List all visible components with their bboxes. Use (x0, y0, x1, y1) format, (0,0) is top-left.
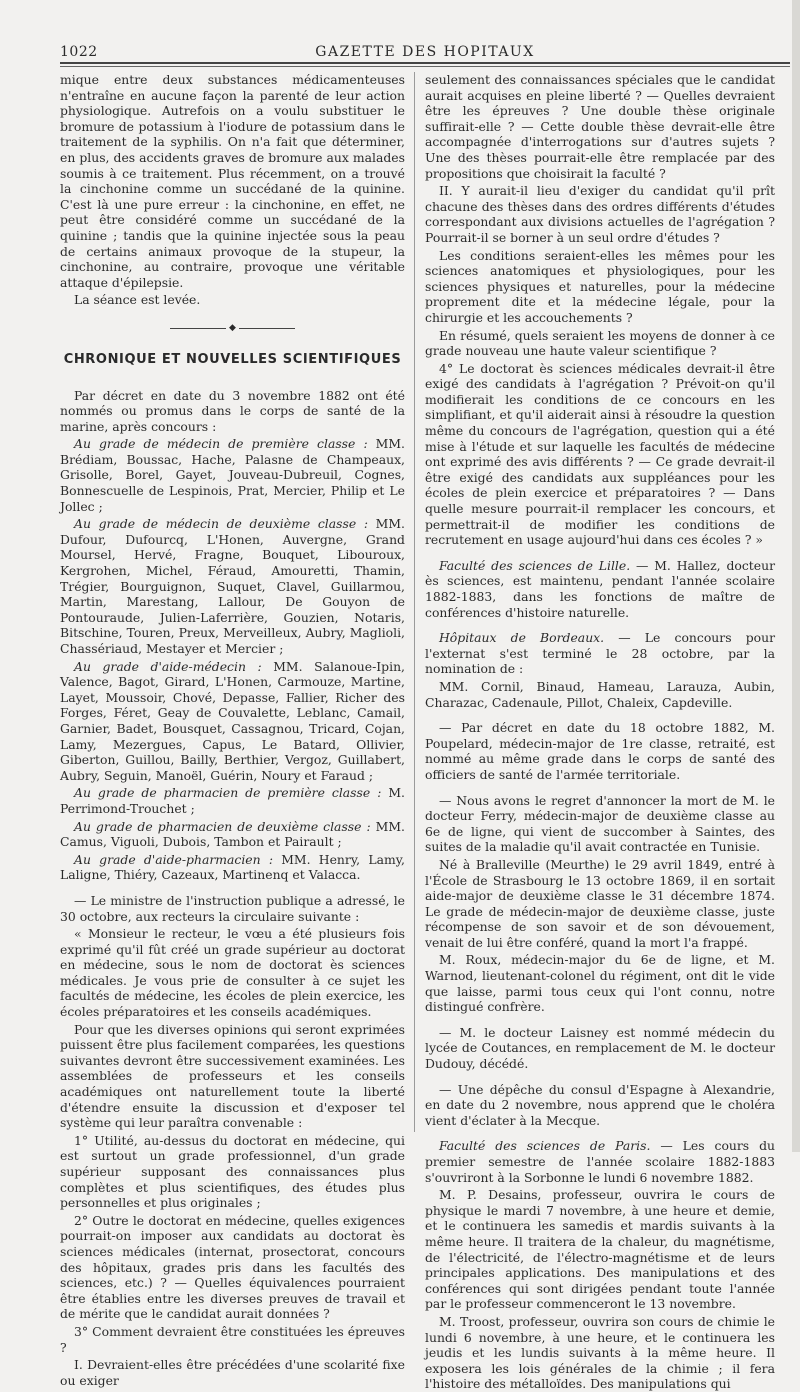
paragraph (60, 785, 405, 816)
paragraph: II. Y aurait-il lieu d'exiger du candidat qu'il prît chacune des thèses dans des ordres différents d'études correspondant aux divisions actuelles de l'agrégation ? Pourrait-il se borner à un seul ordre d'études ? (425, 183, 775, 245)
name-list: MM. Dufour, Dufourcq, L'Honen, Auvergne, Grand Moursel, Hervé, Fragne, Bouquet, Libouroux, Kergrohen, Michel, Féraud, Amouretti, Thamin, Trégier, Bourguignon, Suquet, Clavel, Guillarmou, Martin, Marestang, Lallour, De Gouyon de Pontouraude, Julien-Laferrière, Gouzien, Notaris, Bitschine, Touren, Preux, Merveilleux, Aubry, Maglioli, Chassériaud, Mestayer et Mercier ; (60, 516, 405, 656)
grade-label: Au grade de pharmacien de première classe : (74, 785, 382, 801)
page-edge-shadow (792, 0, 800, 1152)
section-ornament: ◆ (60, 320, 405, 330)
paragraph: M. Troost, professeur, ouvrira son cours de chimie le lundi 6 novembre, à une heure, et le continuera les jeudis et les lundis suivants à la même heure. Il exposera les lois générales de la chimie ; il fera l'histoire des métalloïdes. Des manipulations qui (425, 1313, 775, 1392)
news-heading: Faculté des sciences de Paris. (439, 1138, 651, 1154)
paragraph (60, 819, 405, 850)
paragraph: En résumé, quels seraient les moyens de donner à ce grade nouveau une haute valeur scientifique ? (425, 327, 775, 359)
paragraph: Les conditions seraient-elles les mêmes pour les sciences anatomiques et physiologiques, pour les sciences physiques et naturelles, pour la médecine proprement dite et la médecine légale, pour la chirurgie et les accouchements ? (425, 247, 775, 325)
header-rule-thin (60, 66, 790, 67)
paragraph: Pour que les diverses opinions qui seront exprimées puissent être plus facilement comparées, les questions suivantes devront être successivement examinées. Les assemblées de professeurs et les conseils académiques ont naturellement toute la liberté d'étendre ensuite la discussion et d'exposer tel système qui leur paraîtra convenable : (60, 1021, 405, 1131)
paragraph (60, 436, 405, 514)
paragraph: — Le ministre de l'instruction publique a adressé, le 30 octobre, aux recteurs la circulaire suivante : (60, 892, 405, 924)
grade-label: Au grade de pharmacien de deuxième classe : (74, 818, 371, 834)
paragraph: 2° Outre le doctorat en médecine, quelles exigences pourrait-on imposer aux candidats au doctorat ès sciences médicales (internat, prosectorat, concours des hôpitaux, grades pris dans les facultés des sciences, etc.) ? — Quelles équivalences pourraient être établies entre les diverses preuves de travail et de mérite que le candidat aurait données ? (60, 1212, 405, 1322)
paragraph: M. P. Desains, professeur, ouvrira le cours de physique le mardi 7 novembre, à une heure et demie, et le continuera les samedis et mardis suivants à la même heure. Il traitera de la chaleur, du magnétisme, de l'électricité, de l'électro-magnétisme et de leurs principales applications. Des manipulations et des conférences qui sont dirigées pendant toute l'année par le professeur commenceront le 13 novembre. (425, 1187, 775, 1312)
paragraph: mique entre deux substances médicamenteuses n'entraîne en aucune façon la parenté de leur action physiologique. Autrefois on a voulu substituer le bromure de potassium à l'iodure de potassium dans le traitement de la syphilis. On n'a fait que déterminer, en plus, des accidents graves de bromure aux malades soumis à ce traitement. Plus récemment, on a trouvé la cinchonine comme un succédané de la quinine. C'est là une pure erreur : la cinchonine, en effet, ne peut être considéré comme un succédané de la quinine ; tandis que la quinine injectée sous la peau de certains animaux provoque de la stupeur, la cinchonine, au contraire, provoque une véritable attaque d'épilepsie. (60, 72, 405, 290)
paragraph: I. Devraient-elles être précédées d'une scolarité fixe ou exiger (60, 1357, 405, 1388)
grade-label: Au grade de médecin de deuxième classe : (74, 516, 369, 532)
paragraph: Faculté des sciences de Lille. — M. Hallez, docteur ès sciences, est maintenu, pendant l'année scolaire 1882-1883, dans les fonctions de maître de conférences d'histoire naturelle. (425, 557, 775, 620)
paragraph (60, 659, 405, 784)
name-list: MM. Henry, Lamy, Laligne, Thiéry, Cazeaux, Martinenq et Valacca. (60, 851, 406, 883)
paragraph: La séance est levée. (74, 292, 201, 308)
journal-title: GAZETTE DES HOPITAUX (315, 44, 535, 60)
name-list: MM. Camus, Viguoli, Dubois, Tambon et Pairault ; (60, 818, 405, 850)
paragraph: M. Roux, médecin-major du 6e de ligne, et M. Warnod, lieutenant-colonel du régiment, ont dit le vide que laisse, parmi tous ceux qui l'ont connu, notre distingué confrère. (425, 952, 775, 1015)
name-list: M. Perrimond-Trouchet ; (60, 785, 405, 816)
paragraph: Par décret en date du 3 novembre 1882 ont été nommés ou promus dans le corps de santé de la marine, après concours : (60, 387, 405, 434)
paragraph: MM. Cornil, Binaud, Hameau, Larauza, Aubin, Charazac, Cadenaule, Pillot, Chaleix, Capdeville. (425, 678, 775, 710)
section-title: CHRONIQUE ET NOUVELLES SCIENTIFIQUES (63, 351, 402, 367)
header-rule-thick (60, 62, 790, 64)
news-heading: Hôpitaux de Bordeaux. (439, 630, 605, 646)
grade-label: Au grade d'aide-pharmacien : (74, 851, 274, 867)
paragraph (60, 516, 405, 656)
paragraph: — Nous avons le regret d'annoncer la mort de M. le docteur Ferry, médecin-major de deuxième classe au 6e de ligne, qui vient de succomber à Saintes, des suites de la maladie qu'il avait contractée en Tunisie. (425, 792, 775, 855)
paragraph: — Par décret en date du 18 octobre 1882, M. Poupelard, médecin-major de 1re classe, retraité, est nommé au même grade dans le corps de santé des officiers de santé de l'armée territoriale. (425, 720, 775, 782)
paragraph: 1° Utilité, au-dessus du doctorat en médecine, qui est surtout un grade professionnel, d'un grade supérieur supposant des connaissances plus complètes et plus scientifiques, des études plus personnelles et plus originales ; (60, 1132, 405, 1211)
paragraph: « Monsieur le recteur, le vœu a été plusieurs fois exprimé qu'il fût créé un grade supérieur au doctorat en médecine, sous le nom de doctorat ès sciences médicales. Je vous prie de consulter à ce sujet les facultés de médecine, les écoles de plein exercice, les écoles préparatoires et les conseils académiques. (60, 926, 405, 1020)
paragraph: Né à Bralleville (Meurthe) le 29 avril 1849, entré à l'École de Strasbourg le 13 octobre 1869, il en sortait aide-major de deuxième classe le 31 décembre 1874. Le grade de médecin-major de deuxième classe, juste récompense de son savoir et de son dévouement, venait de lui être conféré, quand la mort l'a frappé. (425, 856, 775, 950)
grade-label: Au grade de médecin de première classe : (74, 436, 368, 452)
paragraph: — M. le docteur Laisney est nommé médecin du lycée de Coutances, en remplacement de M. le docteur Dudouy, décédé. (425, 1024, 775, 1072)
page-header (60, 42, 790, 64)
paragraph (60, 852, 405, 883)
paragraph: 3° Comment devraient être constituées les épreuves ? (60, 1323, 405, 1355)
paragraph: Hôpitaux de Bordeaux. — Le concours pour l'externat s'est terminé le 28 octobre, par la nomination de : (425, 630, 775, 677)
page-number: 1022 (60, 44, 98, 60)
paragraph: Faculté des sciences de Paris. — Les cours du premier semestre de l'année scolaire 1882-1883 s'ouvriront à la Sorbonne le lundi 6 novembre 1882. (425, 1138, 775, 1185)
name-list: MM. Salanoue-Ipin, Valence, Bagot, Girard, L'Honen, Carmouze, Martine, Layet, Moussoir, Chové, Depasse, Fallier, Richer des Forges, Féret, Geay de Couvalette, Leblanc, Camail, Garnier, Badet, Bousquet, Cassagnou, Tricard, Cojan, Lamy, Mezergues, Capus, Le Batard, Ollivier, Giberton, Guillou, Bailly, Berthier, Vergoz, Guillabert, Aubry, Seguin, Manoël, Guérin, Noury et Faraud ; (60, 658, 405, 783)
news-heading: Faculté des sciences de Lille. (439, 557, 631, 573)
left-column (60, 72, 406, 1388)
grade-label: Au grade d'aide-médecin : (74, 658, 262, 674)
column-divider (414, 72, 415, 1132)
right-column (425, 72, 775, 1392)
name-list: MM. Brédiam, Boussac, Hache, Palasne de Champeaux, Grisolle, Borel, Gayet, Jouveau-Dubreuil, Cognes, Bonnescuelle de Lespinois, Prat, Mercier, Philip et Le Jollec ; (60, 436, 405, 514)
paragraph: seulement des connaissances spéciales que le candidat aurait acquises en pleine liberté ? — Quelles devraient être les épreuves ? Une double thèse originale suffirait-elle ? — Cette double thèse devrait-elle être accompagnée d'interrogations sur d'autres sujets ? Une des thèses pourrait-elle être remplacée par des propositions que choisirait la faculté ? (425, 72, 775, 181)
paragraph: — Une dépêche du consul d'Espagne à Alexandrie, en date du 2 novembre, nous apprend que le choléra vient d'éclater à la Mecque. (425, 1081, 775, 1128)
paragraph: 4° Le doctorat ès sciences médicales devrait-il être exigé des candidats à l'agrégation ? Prévoit-on qu'il modifierait les conditions de ce concours en les simplifiant, et qu'il aiderait ainsi à résoudre la question même du concours de l'agrégation, question qui a été mise à l'étude et sur laquelle les facultés de médecine ont exprimé des avis différents ? — Ce grade devrait-il être exigé des candidats aux suppléances pour les écoles de plein exercice et préparatoires ? — Dans quelle mesure pourrait-il remplacer les concours, et permettrait-il de modifier les conditions de recrutement en usage aujourd'hui dans ces écoles ? » (425, 360, 775, 548)
